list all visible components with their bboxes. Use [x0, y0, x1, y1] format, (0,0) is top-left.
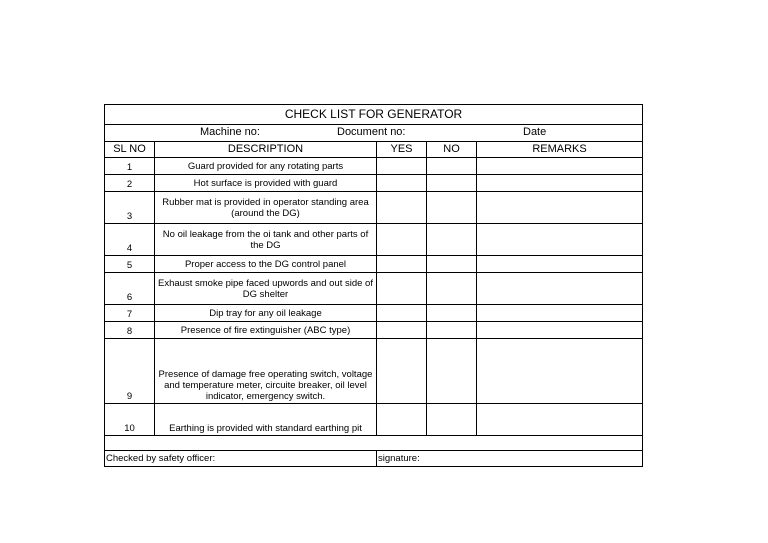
row-description: Guard provided for any rotating parts: [155, 158, 377, 175]
remarks-cell[interactable]: [477, 404, 643, 436]
yes-cell[interactable]: [377, 256, 427, 273]
table-row: [105, 339, 643, 404]
remarks-cell[interactable]: [477, 273, 643, 305]
row-sl: 5: [105, 256, 155, 273]
row-description: Proper access to the DG control panel: [155, 256, 377, 273]
meta-row: [105, 125, 643, 142]
document-no-label: Document no:: [337, 126, 406, 138]
footer-row: [105, 451, 643, 467]
row-sl: 2: [105, 175, 155, 192]
table-row: [105, 158, 643, 175]
row-description: Dip tray for any oil leakage: [155, 305, 377, 322]
remarks-cell[interactable]: [477, 339, 643, 404]
no-cell[interactable]: [427, 158, 477, 175]
row-sl: 4: [105, 224, 155, 256]
remarks-cell[interactable]: [477, 158, 643, 175]
table-row: [105, 224, 643, 256]
table-row: [105, 256, 643, 273]
row-sl: 10: [105, 404, 155, 436]
table-row: [105, 404, 643, 436]
date-label: Date: [523, 126, 547, 138]
form-title: CHECK LIST FOR GENERATOR: [105, 105, 643, 125]
row-description: Presence of fire extinguisher (ABC type): [155, 322, 377, 339]
table-row: [105, 175, 643, 192]
no-cell[interactable]: [427, 339, 477, 404]
remarks-cell[interactable]: [477, 256, 643, 273]
no-cell[interactable]: [427, 273, 477, 305]
checklist-sheet: [104, 104, 643, 467]
checklist-table: [104, 104, 643, 467]
table-row: [105, 273, 643, 305]
row-description: Exhaust smoke pipe faced upwords and out side of DG shelter: [155, 273, 377, 305]
row-description: Earthing is provided with standard earthing pit: [155, 404, 377, 436]
header-yes: YES: [377, 142, 427, 158]
remarks-cell[interactable]: [477, 305, 643, 322]
yes-cell[interactable]: [377, 158, 427, 175]
header-sl-no: SL NO: [105, 142, 155, 158]
no-cell[interactable]: [427, 322, 477, 339]
blank-cell: [105, 436, 643, 451]
row-sl: 1: [105, 158, 155, 175]
row-sl: 6: [105, 273, 155, 305]
blank-row: [105, 436, 643, 451]
yes-cell[interactable]: [377, 175, 427, 192]
no-cell[interactable]: [427, 224, 477, 256]
yes-cell[interactable]: [377, 273, 427, 305]
remarks-cell[interactable]: [477, 192, 643, 224]
yes-cell[interactable]: [377, 305, 427, 322]
yes-cell[interactable]: [377, 224, 427, 256]
machine-no-label: Machine no:: [200, 126, 260, 138]
no-cell[interactable]: [427, 192, 477, 224]
no-cell[interactable]: [427, 305, 477, 322]
yes-cell[interactable]: [377, 339, 427, 404]
header-description: DESCRIPTION: [155, 142, 377, 158]
remarks-cell[interactable]: [477, 175, 643, 192]
yes-cell[interactable]: [377, 404, 427, 436]
table-row: [105, 305, 643, 322]
row-sl: 3: [105, 192, 155, 224]
yes-cell[interactable]: [377, 322, 427, 339]
row-sl: 7: [105, 305, 155, 322]
yes-cell[interactable]: [377, 192, 427, 224]
no-cell[interactable]: [427, 175, 477, 192]
no-cell[interactable]: [427, 256, 477, 273]
header-no: NO: [427, 142, 477, 158]
header-remarks: REMARKS: [477, 142, 643, 158]
row-description: Hot surface is provided with guard: [155, 175, 377, 192]
row-sl: 9: [105, 339, 155, 404]
row-description: Rubber mat is provided in operator standing area (around the DG): [155, 192, 377, 224]
no-cell[interactable]: [427, 404, 477, 436]
header-row: [105, 142, 643, 158]
row-sl: 8: [105, 322, 155, 339]
remarks-cell[interactable]: [477, 322, 643, 339]
row-description: No oil leakage from the oi tank and other parts of the DG: [155, 224, 377, 256]
row-description: Presence of damage free operating switch, voltage and temperature meter, circuite breaker, oil level indicator, emergency switch.: [155, 339, 377, 404]
signature-label: signature:: [377, 451, 643, 467]
table-row: [105, 192, 643, 224]
remarks-cell[interactable]: [477, 224, 643, 256]
table-row: [105, 322, 643, 339]
checked-by-label: Checked by safety officer:: [105, 451, 377, 467]
